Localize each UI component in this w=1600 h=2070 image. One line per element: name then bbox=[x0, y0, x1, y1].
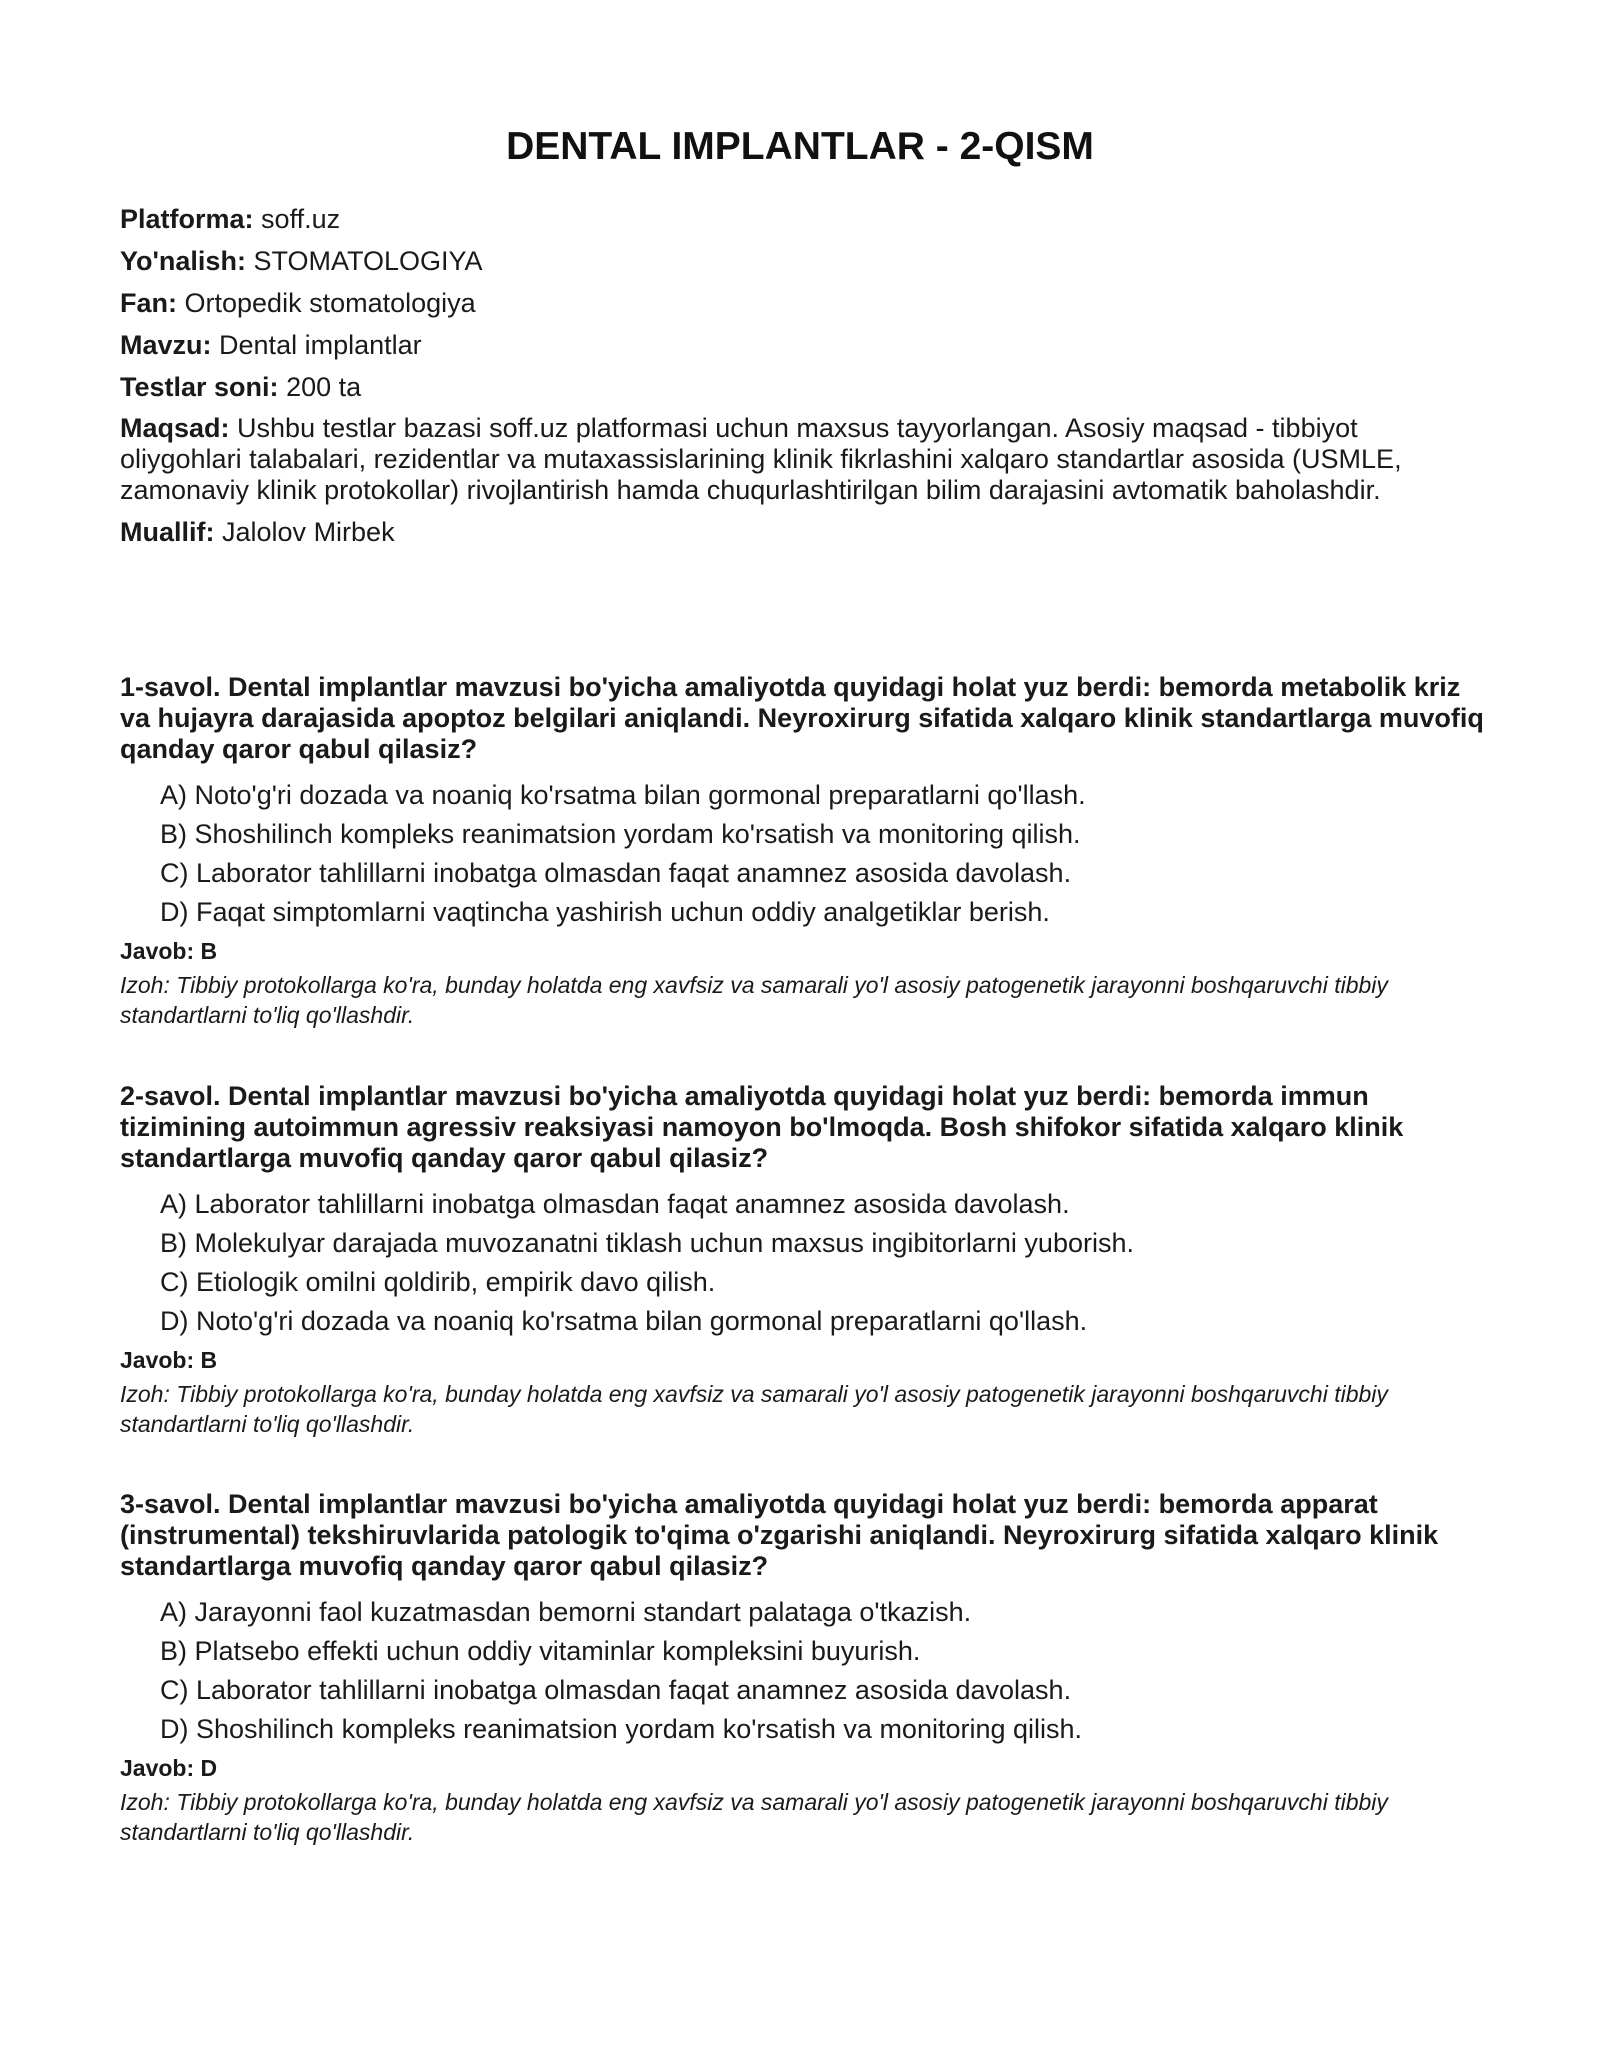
question-block-1 bbox=[120, 672, 1490, 1030]
option-b: B) Molekulyar darajada muvozanatni tiklash uchun maxsus ingibitorlarni yuborish. bbox=[160, 1228, 1134, 1258]
question-text: 3-savol. Dental implantlar mavzusi bo'yicha amaliyotda quyidagi holat yuz berdi: bemorda apparat (instrumental) tekshiruvlarida patologik to'qima o'zgarishi aniqlandi. Neyroxirurg sifatida xalqaro klinik standartlarga muvofiq qanday qaror qabul qilasiz? bbox=[120, 1489, 1439, 1581]
meta-value: STOMATOLOGIYA bbox=[253, 246, 483, 276]
meta-platforma bbox=[120, 203, 1480, 235]
meta-muallif bbox=[120, 516, 1480, 548]
meta-value: Jalolov Mirbek bbox=[222, 517, 395, 547]
meta-label: Yo'nalish: bbox=[120, 246, 246, 276]
meta-value: Ushbu testlar bazasi soff.uz platformasi uchun maxsus tayyorlangan. Asosiy maqsad - tibbiyot oliygohlari talabalari, rezidentlar va mutaxassislarining klinik fikrlashini xalqaro standartlar asosida (USMLE, zamonaviy klinik protokollar) rivojlantirish hamda chuqurlashtirilgan bilim darajasini avtomatik baholashdir. bbox=[120, 413, 1402, 505]
meta-value: Dental implantlar bbox=[219, 330, 422, 360]
meta-maqsad bbox=[120, 413, 1480, 506]
question-block-2 bbox=[120, 1081, 1490, 1439]
answer-label: Javob: B bbox=[120, 1347, 218, 1373]
explanation-note: Izoh: Tibbiy protokollarga ko'ra, bunday holatda eng xavfsiz va samarali yo'l asosiy patogenetik jarayonni boshqaruvchi tibbiy standartlarni to'liq qo'llashdir. bbox=[120, 1789, 1388, 1845]
meta-value: soff.uz bbox=[261, 204, 341, 234]
meta-label: Platforma: bbox=[120, 204, 254, 234]
options-list bbox=[120, 1188, 1490, 1337]
meta-testlar-soni bbox=[120, 371, 1480, 403]
page-title: DENTAL IMPLANTLAR - 2-QISM bbox=[506, 125, 1094, 168]
option-a: A) Laborator tahlillarni inobatga olmasdan faqat anamnez asosida davolash. bbox=[160, 1189, 1070, 1219]
explanation-note: Izoh: Tibbiy protokollarga ko'ra, bunday holatda eng xavfsiz va samarali yo'l asosiy patogenetik jarayonni boshqaruvchi tibbiy standartlarni to'liq qo'llashdir. bbox=[120, 972, 1388, 1028]
meta-section bbox=[120, 203, 1480, 558]
option-c: C) Laborator tahlillarni inobatga olmasdan faqat anamnez asosida davolash. bbox=[160, 858, 1072, 888]
options-list bbox=[120, 1596, 1490, 1745]
option-d: D) Faqat simptomlarni vaqtincha yashirish uchun oddiy analgetiklar berish. bbox=[160, 897, 1050, 927]
option-c: C) Laborator tahlillarni inobatga olmasdan faqat anamnez asosida davolash. bbox=[160, 1675, 1072, 1705]
option-a: A) Noto'g'ri dozada va noaniq ko'rsatma bilan gormonal preparatlarni qo'llash. bbox=[160, 780, 1086, 810]
meta-fan bbox=[120, 287, 1480, 319]
question-text: 1-savol. Dental implantlar mavzusi bo'yicha amaliyotda quyidagi holat yuz berdi: bemorda metabolik kriz va hujayra darajasida apoptoz belgilari aniqlandi. Neyroxirurg sifatida xalqaro klinik standartlarga muvofiq qanday qaror qabul qilasiz? bbox=[120, 672, 1484, 764]
option-a: A) Jarayonni faol kuzatmasdan bemorni standart palataga o'tkazish. bbox=[160, 1597, 972, 1627]
question-text: 2-savol. Dental implantlar mavzusi bo'yicha amaliyotda quyidagi holat yuz berdi: bemorda immun tizimining autoimmun agressiv reaksiyasi namoyon bo'lmoqda. Bosh shifokor sifatida xalqaro klinik standartlarga muvofiq qanday qaror qabul qilasiz? bbox=[120, 1081, 1404, 1173]
answer-label: Javob: D bbox=[120, 1755, 218, 1781]
meta-label: Muallif: bbox=[120, 517, 215, 547]
option-b: B) Platsebo effekti uchun oddiy vitaminlar kompleksini buyurish. bbox=[160, 1636, 921, 1666]
option-d: D) Shoshilinch kompleks reanimatsion yordam ko'rsatish va monitoring qilish. bbox=[160, 1714, 1083, 1744]
meta-label: Mavzu: bbox=[120, 330, 212, 360]
answer-label: Javob: B bbox=[120, 938, 218, 964]
meta-value: Ortopedik stomatologiya bbox=[184, 288, 476, 318]
meta-label: Maqsad: bbox=[120, 413, 230, 443]
explanation-note: Izoh: Tibbiy protokollarga ko'ra, bunday holatda eng xavfsiz va samarali yo'l asosiy patogenetik jarayonni boshqaruvchi tibbiy standartlarni to'liq qo'llashdir. bbox=[120, 1381, 1388, 1437]
meta-label: Fan: bbox=[120, 288, 177, 318]
meta-yonalish bbox=[120, 245, 1480, 277]
meta-label: Testlar soni: bbox=[120, 372, 279, 402]
meta-mavzu bbox=[120, 329, 1480, 361]
meta-value: 200 ta bbox=[286, 372, 362, 402]
option-d: D) Noto'g'ri dozada va noaniq ko'rsatma bilan gormonal preparatlarni qo'llash. bbox=[160, 1306, 1088, 1336]
options-list bbox=[120, 779, 1490, 928]
question-block-3 bbox=[120, 1489, 1490, 1847]
option-c: C) Etiologik omilni qoldirib, empirik davo qilish. bbox=[160, 1267, 716, 1297]
option-b: B) Shoshilinch kompleks reanimatsion yordam ko'rsatish va monitoring qilish. bbox=[160, 819, 1081, 849]
